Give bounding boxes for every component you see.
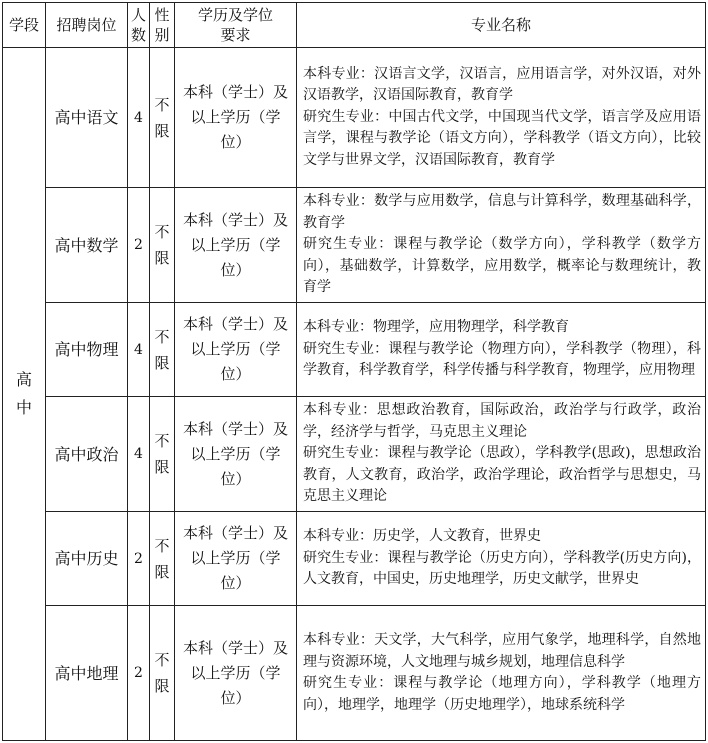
table-row	[3, 397, 706, 512]
graduate-majors: 研究生专业：课程与教学论（思政），学科教学(思政)，思想政治教育，人文教育，政治学，政治学理论，政治哲学与思想史，马克思主义理论	[303, 445, 701, 505]
post-cell: 高中历史	[46, 512, 128, 606]
major-cell	[297, 606, 706, 741]
major-cell	[297, 188, 706, 303]
undergrad-majors: 本科专业：数学与应用数学，信息与计算科学，数理基础科学，教育学	[303, 193, 701, 231]
graduate-majors: 研究生专业：课程与教学论（地理方向），学科教学（地理方向），地理学，地理学（历史地理学），地球系统科学	[303, 675, 701, 713]
post-cell: 高中政治	[46, 397, 128, 512]
gender-cell	[150, 48, 175, 188]
count-cell: 4	[128, 397, 150, 512]
header-education: 学历及学位要求	[175, 3, 297, 48]
undergrad-majors: 本科专业：思想政治教育，国际政治，政治学与行政学，政治学，经济学与哲学，马克思主义理论	[303, 402, 701, 440]
post-cell: 高中地理	[46, 606, 128, 741]
gender-value: 不限	[154, 432, 170, 476]
header-row	[3, 3, 706, 48]
education-cell: 本科（学士）及以上学历（学位）	[175, 397, 297, 512]
education-cell: 本科（学士）及以上学历（学位）	[175, 512, 297, 606]
education-cell: 本科（学士）及以上学历（学位）	[175, 606, 297, 741]
undergrad-majors: 本科专业：物理学，应用物理学，科学教育	[303, 319, 569, 336]
table-row	[3, 606, 706, 741]
gender-value: 不限	[154, 223, 170, 267]
major-cell	[297, 48, 706, 188]
education-cell: 本科（学士）及以上学历（学位）	[175, 303, 297, 397]
count-cell: 2	[128, 606, 150, 741]
major-cell	[297, 397, 706, 512]
recruitment-table	[2, 2, 706, 741]
header-major: 专业名称	[297, 3, 706, 48]
gender-value: 不限	[154, 536, 170, 581]
major-cell	[297, 512, 706, 606]
gender-value: 不限	[154, 95, 170, 140]
table-row	[3, 303, 706, 397]
education-cell: 本科（学士）及以上学历（学位）	[175, 48, 297, 188]
header-post: 招聘岗位	[46, 3, 128, 48]
count-cell: 4	[128, 48, 150, 188]
undergrad-majors: 本科专业：汉语言文学，汉语言，应用语言学，对外汉语，对外汉语教学，汉语国际教育，教育学	[303, 65, 701, 104]
table-row	[3, 512, 706, 606]
post-cell: 高中语文	[46, 48, 128, 188]
header-gender: 性别	[150, 3, 175, 48]
post-cell: 高中物理	[46, 303, 128, 397]
header-stage: 学段	[3, 3, 46, 48]
major-cell	[297, 303, 706, 397]
gender-cell	[150, 303, 175, 397]
graduate-majors: 研究生专业：中国古代文学，中国现当代文学，语言学及应用语言学，课程与教学论（语文方向），学科教学（语文方向），比较文学与世界文学，汉语国际教育，教育学	[303, 108, 701, 168]
stage-value: 高中	[15, 370, 32, 417]
undergrad-majors: 本科专业：历史学，人文教育，世界史	[303, 528, 541, 545]
undergrad-majors: 本科专业：天文学，大气科学，应用气象学，地理科学，自然地理与资源环境，人文地理与城乡规划，地理信息科学	[303, 632, 701, 670]
gender-cell	[150, 188, 175, 303]
graduate-majors: 研究生专业：课程与教学论（物理方向），学科教学（物理），科学教育，科学教育学，科学传播与科学教育，物理学，应用物理	[303, 340, 701, 379]
count-cell: 2	[128, 512, 150, 606]
graduate-majors: 研究生专业：课程与教学论（数学方向），学科教学（数学方向），基础数学，计算数学，应用数学，概率论与数理统计，教育学	[303, 236, 701, 296]
gender-cell	[150, 606, 175, 741]
stage-cell	[3, 48, 46, 741]
count-cell: 4	[128, 303, 150, 397]
table-row	[3, 48, 706, 188]
table-row	[3, 188, 706, 303]
gender-value: 不限	[154, 327, 170, 372]
header-count: 人数	[128, 3, 150, 48]
count-cell: 2	[128, 188, 150, 303]
gender-cell	[150, 397, 175, 512]
graduate-majors: 研究生专业：课程与教学论（历史方向），学科教学(历史方向)，人文教育，中国史，历史地理学，历史文献学，世界史	[303, 549, 701, 588]
education-cell: 本科（学士）及以上学历（学位）	[175, 188, 297, 303]
post-cell: 高中数学	[46, 188, 128, 303]
gender-value: 不限	[154, 651, 170, 695]
gender-cell	[150, 512, 175, 606]
